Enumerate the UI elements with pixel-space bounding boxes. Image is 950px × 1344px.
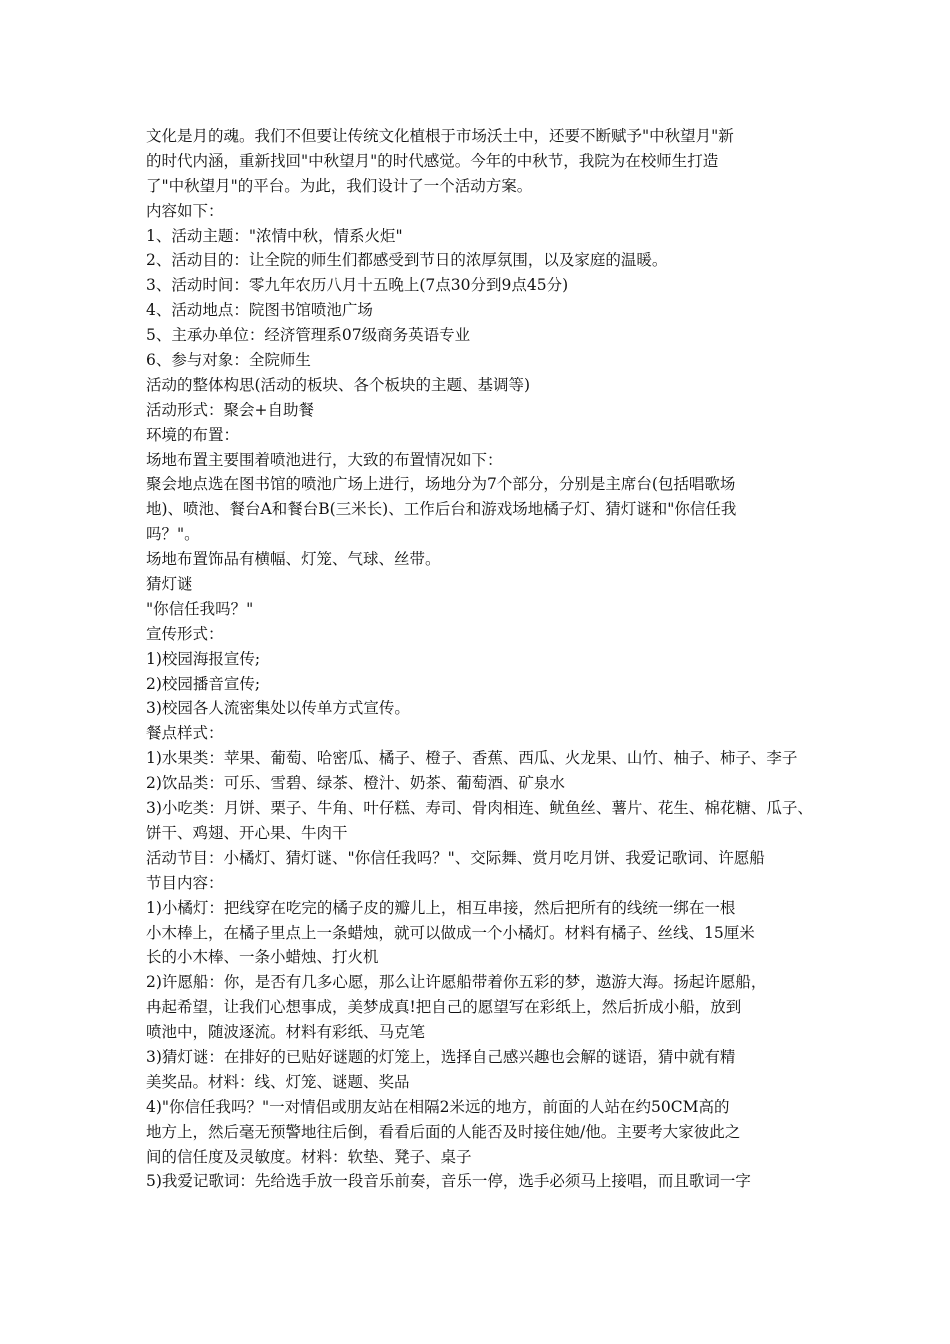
text-line: 2、活动目的：让全院的师生们都感受到节日的浓厚氛围，以及家庭的温暖。 [146,251,668,270]
text-line: "你信任我吗？" [146,599,254,618]
text-line: 活动节目：小橘灯、猜灯谜、"你信任我吗？"、交际舞、赏月吃月饼、我爱记歌词、许愿船 [146,848,765,867]
text-line: 4)"你信任我吗？"一对情侣或朋友站在相隔2米远的地方，前面的人站在约50CM高的 [146,1097,730,1116]
text-line: 1)校园海报宣传; [146,649,261,668]
text-line: 节目内容： [146,873,224,892]
text-line: 餐点样式： [146,724,224,743]
text-line: 5)我爱记歌词：先给选手放一段音乐前奏，音乐一停，选手必须马上接唱，而且歌词一字 [146,1172,751,1191]
text-line: 的时代内涵，重新找回"中秋望月"的时代感觉。今年的中秋节，我院为在校师生打造 [146,151,719,170]
document-body [146,124,836,1194]
text-line: 内容如下： [146,201,224,220]
text-line: 了"中秋望月"的平台。为此，我们设计了一个活动方案。 [146,176,533,195]
text-line: 场地布置饰品有横幅、灯笼、气球、丝带。 [146,550,441,569]
text-line: 1)小橘灯：把线穿在吃完的橘子皮的瓣儿上，相互串接，然后把所有的线统一绑在一根 [146,898,736,917]
text-line: 文化是月的魂。我们不但要让传统文化植根于市场沃土中，还要不断赋予"中秋望月"新 [146,127,734,145]
text-line: 6、参与对象：全院师生 [146,351,311,370]
text-line: 3)猜灯谜：在排好的已贴好谜题的灯笼上，选择自己感兴趣也会解的谜语，猜中就有精 [146,1047,736,1066]
text-line: 5、主承办单位：经济管理系07级商务英语专业 [146,326,471,345]
text-line: 地)、喷池、餐台A和餐台B(三米长)、工作后台和游戏场地橘子灯、猜灯谜和"你信任我 [146,500,737,519]
text-line: 场地布置主要围着喷池进行，大致的布置情况如下： [146,450,503,469]
text-line: 活动形式：聚会+自助餐 [146,400,314,419]
text-line: 3、活动时间：零九年农历八月十五晚上(7点30分到9点45分) [146,276,569,295]
text-line: 2)许愿船：你，是否有几多心愿，那么让许愿船带着你五彩的梦，遨游大海。扬起许愿船， [146,973,767,992]
text-line: 聚会地点选在图书馆的喷池广场上进行，场地分为7个部分，分别是主席台(包括唱歌场 [146,475,736,494]
text-line: 3)小吃类：月饼、栗子、牛角、叶仔糕、寿司、骨肉相连、鱿鱼丝、薯片、花生、棉花糖、瓜子、 [146,799,813,818]
text-line: 活动的整体构思(活动的板块、各个板块的主题、基调等) [146,375,531,394]
text-line: 饼干、鸡翅、开心果、牛肉干 [146,823,348,842]
text-line: 地方上，然后毫无预警地往后倒，看看后面的人能否及时接住她/他。主要考大家彼此之 [146,1122,741,1141]
text-line: 4、活动地点：院图书馆喷池广场 [146,301,373,320]
text-line: 冉起希望，让我们心想事成，美梦成真!把自己的愿望写在彩纸上，然后折成小船，放到 [146,998,742,1017]
text-line: 长的小木棒、一条小蜡烛、打火机 [146,948,379,967]
text-line: 1、活动主题："浓情中秋，情系火炬" [146,226,403,245]
text-line: 环境的布置： [146,425,240,444]
text-line: 3)校园各人流密集处以传单方式宣传。 [146,699,410,718]
text-line: 间的信任度及灵敏度。材料：软垫、凳子、桌子 [146,1147,472,1166]
text-line: 喷池中，随波逐流。材料有彩纸、马克笔 [146,1023,426,1042]
text-line: 2)校园播音宣传; [146,674,261,693]
text-line: 吗？"。 [146,525,200,544]
text-line: 小木棒上，在橘子里点上一条蜡烛，就可以做成一个小橘灯。材料有橘子、丝线、15厘米 [146,923,755,942]
text-line: 美奖品。材料：线、灯笼、谜题、奖品 [146,1072,410,1091]
text-line: 1)水果类：苹果、葡萄、哈密瓜、橘子、橙子、香蕉、西瓜、火龙果、山竹、柚子、柿子、李子 [146,749,798,768]
text-line: 猜灯谜 [146,575,193,594]
text-line: 宣传形式： [146,624,224,643]
text-line: 2)饮品类：可乐、雪碧、绿茶、橙汁、奶茶、葡萄酒、矿泉水 [146,774,565,793]
